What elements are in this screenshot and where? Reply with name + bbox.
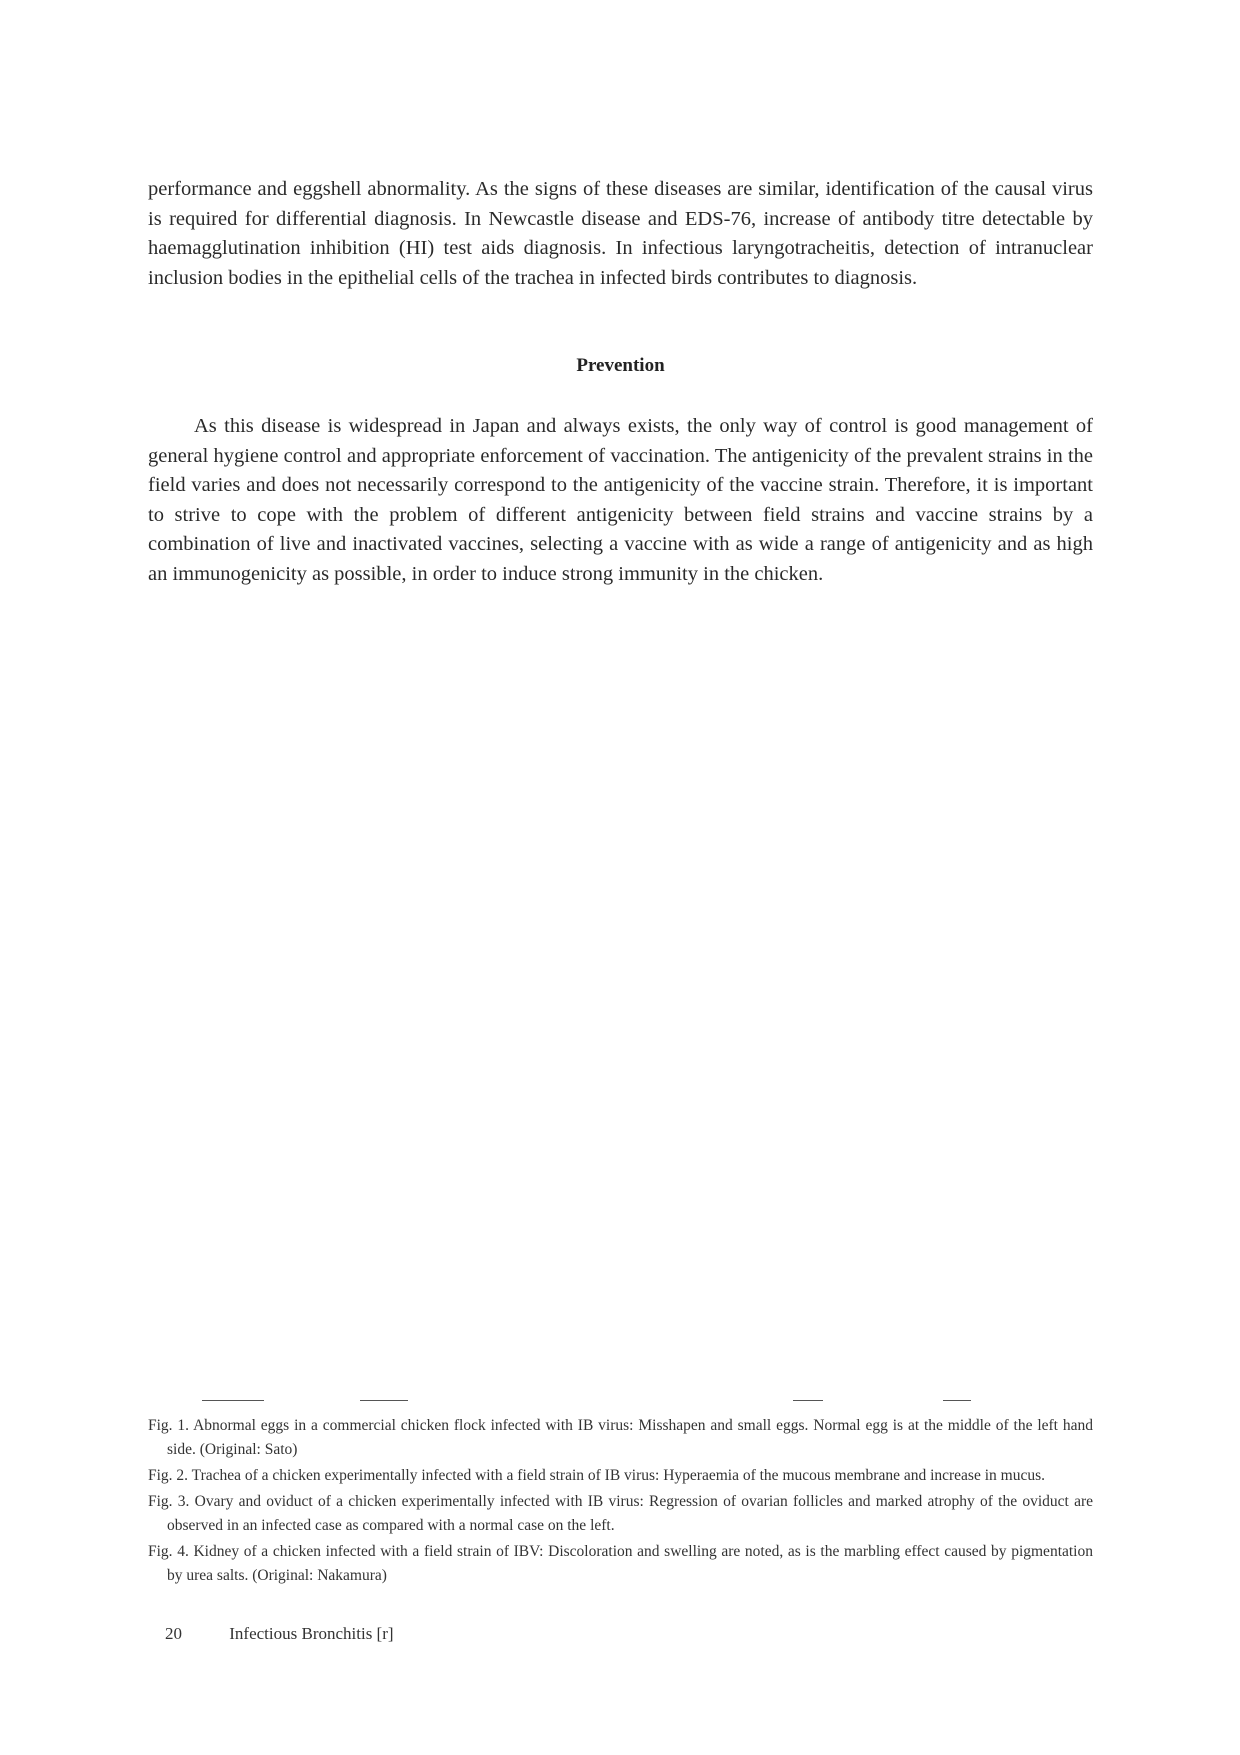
- intro-paragraph: performance and eggshell abnormality. As the signs of these diseases are similar, identification of the causal virus is required for differential diagnosis. In Newcastle disease and EDS-76, increase of antibody titre detectable by haemagglutination inhibition (HI) test aids diagnosis. In infectious laryngotracheitis, detection of intranuclear inclusion bodies in the epithelial cells of the trachea in infected birds contributes to diagnosis.: [148, 178, 1093, 289]
- figure-caption-1: Fig. 1. Abnormal eggs in a commercial chicken flock infected with IB virus: Misshapen and small eggs. Normal egg is at the middle of the left hand side. (Original: Sato): [148, 1417, 1093, 1458]
- figure-caption-4: Fig. 4. Kidney of a chicken infected with a field strain of IBV: Discoloration and swelling are noted, as is the marbling effect caused by pigmentation by urea salts. (Original: Nakamura): [148, 1543, 1093, 1584]
- prevention-paragraph: As this disease is widespread in Japan and always exists, the only way of control is good management of general hygiene control and appropriate enforcement of vaccination. The antigenicity of the prevalent strains in the field varies and does not necessarily correspond to the antigenicity of the vaccine strain. Therefore, it is important to strive to cope with the problem of different antigenicity between field strains and vaccine strains by a combination of live and inactivated vaccines, selecting a vaccine with as wide a range of antigenicity and as high an immunogenicity as possible, in order to induce strong immunity in the chicken.: [148, 415, 1093, 585]
- figure-separator-rules: [148, 1400, 1093, 1404]
- section-heading-prevention: Prevention: [576, 355, 665, 376]
- page-number: 20: [165, 1624, 182, 1643]
- figure-caption-3: Fig. 3. Ovary and oviduct of a chicken experimentally infected with IB virus: Regression of ovarian follicles and marked atrophy of the oviduct are observed in an infected case as compared with a normal case on the left.: [148, 1493, 1093, 1534]
- figure-caption-2: Fig. 2. Trachea of a chicken experimentally infected with a field strain of IB virus: Hyperaemia of the mucous membrane and increase in mucus.: [148, 1467, 1045, 1484]
- separator-rule: [360, 1400, 408, 1401]
- figure-captions: [148, 1414, 1093, 1590]
- running-title: Infectious Bronchitis [r]: [229, 1624, 394, 1643]
- page-footer: [165, 1624, 394, 1644]
- separator-rule: [943, 1400, 971, 1401]
- separator-rule: [202, 1400, 264, 1401]
- separator-rule: [793, 1400, 823, 1401]
